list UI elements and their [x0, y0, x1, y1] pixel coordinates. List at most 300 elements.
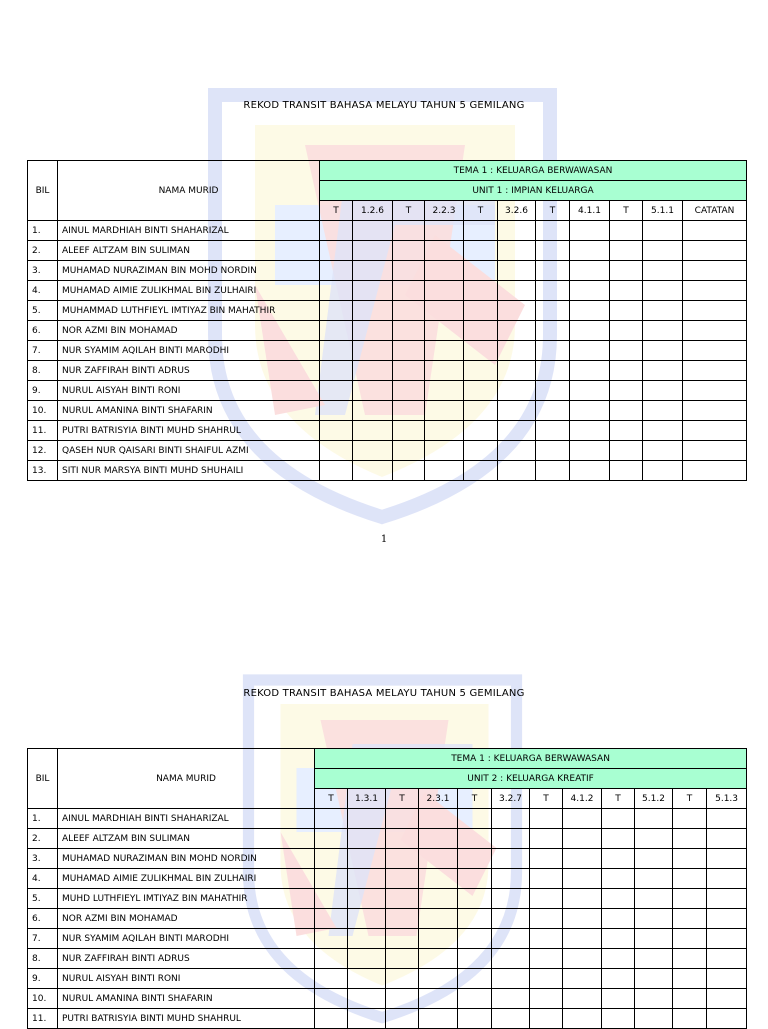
- row-mark-cell[interactable]: [315, 949, 348, 969]
- row-mark-cell[interactable]: [393, 421, 425, 441]
- row-mark-cell[interactable]: [530, 889, 563, 909]
- row-nama-murid: NURUL AISYAH BINTI RONI: [58, 969, 315, 989]
- row-mark-cell[interactable]: [602, 829, 635, 849]
- row-mark-cell[interactable]: [673, 809, 707, 829]
- row-mark-cell[interactable]: [425, 401, 464, 421]
- row-mark-cell[interactable]: [570, 401, 610, 421]
- row-mark-cell[interactable]: [563, 869, 602, 889]
- row-mark-cell[interactable]: [353, 441, 393, 461]
- row-mark-cell[interactable]: [393, 341, 425, 361]
- row-mark-cell[interactable]: [464, 321, 498, 341]
- row-mark-cell[interactable]: [498, 301, 536, 321]
- row-mark-cell[interactable]: [570, 321, 610, 341]
- header-tema: TEMA 1 : KELUARGA BERWAWASAN: [315, 749, 747, 769]
- row-mark-cell[interactable]: [393, 461, 425, 481]
- row-mark-cell[interactable]: [315, 989, 348, 1009]
- row-mark-cell[interactable]: [315, 849, 348, 869]
- row-mark-cell[interactable]: [707, 949, 747, 969]
- row-mark-cell[interactable]: [492, 829, 530, 849]
- row-mark-cell[interactable]: [602, 869, 635, 889]
- row-mark-cell[interactable]: [673, 889, 707, 909]
- row-mark-cell[interactable]: [643, 261, 683, 281]
- row-mark-cell[interactable]: [458, 909, 492, 929]
- row-mark-cell[interactable]: [635, 929, 673, 949]
- row-mark-cell[interactable]: [602, 989, 635, 1009]
- row-mark-cell[interactable]: [683, 401, 747, 421]
- row-mark-cell[interactable]: [393, 441, 425, 461]
- row-mark-cell[interactable]: [635, 829, 673, 849]
- row-mark-cell[interactable]: [492, 909, 530, 929]
- row-mark-cell[interactable]: [464, 301, 498, 321]
- row-mark-cell[interactable]: [492, 949, 530, 969]
- row-mark-cell[interactable]: [492, 989, 530, 1009]
- row-mark-cell[interactable]: [683, 321, 747, 341]
- row-mark-cell[interactable]: [464, 421, 498, 441]
- row-mark-cell[interactable]: [425, 341, 464, 361]
- row-mark-cell[interactable]: [464, 281, 498, 301]
- row-mark-cell[interactable]: [530, 969, 563, 989]
- row-mark-cell[interactable]: [536, 361, 570, 381]
- row-mark-cell[interactable]: [393, 241, 425, 261]
- row-mark-cell[interactable]: [315, 969, 348, 989]
- row-mark-cell[interactable]: [492, 809, 530, 829]
- row-mark-cell[interactable]: [353, 261, 393, 281]
- row-mark-cell[interactable]: [464, 461, 498, 481]
- row-mark-cell[interactable]: [464, 341, 498, 361]
- row-mark-cell[interactable]: [498, 401, 536, 421]
- row-mark-cell[interactable]: [458, 969, 492, 989]
- row-mark-cell[interactable]: [570, 341, 610, 361]
- table-row: [28, 909, 747, 929]
- row-mark-cell[interactable]: [419, 1009, 458, 1029]
- row-bil: 13.: [28, 461, 58, 481]
- row-mark-cell[interactable]: [386, 1009, 419, 1029]
- row-mark-cell[interactable]: [643, 421, 683, 441]
- row-mark-cell[interactable]: [536, 301, 570, 321]
- row-mark-cell[interactable]: [386, 829, 419, 849]
- row-mark-cell[interactable]: [643, 281, 683, 301]
- row-mark-cell[interactable]: [498, 261, 536, 281]
- table-row: [28, 401, 747, 421]
- row-mark-cell[interactable]: [464, 241, 498, 261]
- row-mark-cell[interactable]: [498, 381, 536, 401]
- row-mark-cell[interactable]: [393, 301, 425, 321]
- row-mark-cell[interactable]: [458, 889, 492, 909]
- row-mark-cell[interactable]: [320, 341, 353, 361]
- row-mark-cell[interactable]: [610, 321, 643, 341]
- row-mark-cell[interactable]: [419, 849, 458, 869]
- row-mark-cell[interactable]: [673, 989, 707, 1009]
- row-mark-cell[interactable]: [643, 381, 683, 401]
- row-mark-cell[interactable]: [610, 461, 643, 481]
- row-mark-cell[interactable]: [498, 421, 536, 441]
- row-mark-cell[interactable]: [425, 261, 464, 281]
- row-mark-cell[interactable]: [348, 989, 386, 1009]
- row-mark-cell[interactable]: [570, 281, 610, 301]
- row-mark-cell[interactable]: [610, 281, 643, 301]
- row-mark-cell[interactable]: [643, 301, 683, 321]
- row-mark-cell[interactable]: [536, 421, 570, 441]
- row-mark-cell[interactable]: [673, 1009, 707, 1029]
- row-mark-cell[interactable]: [419, 969, 458, 989]
- row-mark-cell[interactable]: [673, 869, 707, 889]
- row-mark-cell[interactable]: [320, 441, 353, 461]
- row-nama-murid: NUR SYAMIM AQILAH BINTI MARODHI: [58, 341, 320, 361]
- row-mark-cell[interactable]: [458, 849, 492, 869]
- row-mark-cell[interactable]: [464, 261, 498, 281]
- row-mark-cell[interactable]: [320, 261, 353, 281]
- row-mark-cell[interactable]: [530, 949, 563, 969]
- row-mark-cell[interactable]: [492, 889, 530, 909]
- row-mark-cell[interactable]: [610, 221, 643, 241]
- row-mark-cell[interactable]: [536, 321, 570, 341]
- row-mark-cell[interactable]: [425, 361, 464, 381]
- row-mark-cell[interactable]: [707, 869, 747, 889]
- row-mark-cell[interactable]: [683, 301, 747, 321]
- row-mark-cell[interactable]: [425, 301, 464, 321]
- row-mark-cell[interactable]: [610, 301, 643, 321]
- row-mark-cell[interactable]: [707, 809, 747, 829]
- row-mark-cell[interactable]: [683, 221, 747, 241]
- row-bil: 7.: [28, 929, 58, 949]
- row-mark-cell[interactable]: [492, 969, 530, 989]
- row-mark-cell[interactable]: [563, 1009, 602, 1029]
- row-mark-cell[interactable]: [315, 829, 348, 849]
- row-mark-cell[interactable]: [348, 809, 386, 829]
- row-mark-cell[interactable]: [498, 441, 536, 461]
- row-mark-cell[interactable]: [610, 401, 643, 421]
- row-bil: 3.: [28, 261, 58, 281]
- row-mark-cell[interactable]: [498, 361, 536, 381]
- row-mark-cell[interactable]: [315, 1009, 348, 1029]
- row-mark-cell[interactable]: [707, 1009, 747, 1029]
- row-mark-cell[interactable]: [643, 441, 683, 461]
- row-mark-cell[interactable]: [536, 341, 570, 361]
- row-mark-cell[interactable]: [570, 461, 610, 481]
- row-mark-cell[interactable]: [464, 441, 498, 461]
- row-mark-cell[interactable]: [536, 461, 570, 481]
- row-mark-cell[interactable]: [635, 1009, 673, 1029]
- row-mark-cell[interactable]: [570, 241, 610, 261]
- row-mark-cell[interactable]: [643, 221, 683, 241]
- row-mark-cell[interactable]: [635, 909, 673, 929]
- row-mark-cell[interactable]: [570, 301, 610, 321]
- table-row: [28, 281, 747, 301]
- row-mark-cell[interactable]: [425, 381, 464, 401]
- row-mark-cell[interactable]: [348, 849, 386, 869]
- row-mark-cell[interactable]: [320, 221, 353, 241]
- row-mark-cell[interactable]: [419, 829, 458, 849]
- row-mark-cell[interactable]: [393, 361, 425, 381]
- row-mark-cell[interactable]: [348, 949, 386, 969]
- row-mark-cell[interactable]: [419, 929, 458, 949]
- row-mark-cell[interactable]: [353, 301, 393, 321]
- row-mark-cell[interactable]: [610, 361, 643, 381]
- row-mark-cell[interactable]: [563, 809, 602, 829]
- row-mark-cell[interactable]: [464, 361, 498, 381]
- row-mark-cell[interactable]: [353, 361, 393, 381]
- row-mark-cell[interactable]: [673, 909, 707, 929]
- row-mark-cell[interactable]: [353, 401, 393, 421]
- row-bil: 7.: [28, 341, 58, 361]
- table-row: [28, 361, 747, 381]
- row-mark-cell[interactable]: [635, 849, 673, 869]
- row-mark-cell[interactable]: [570, 441, 610, 461]
- row-mark-cell[interactable]: [464, 221, 498, 241]
- row-mark-cell[interactable]: [348, 1009, 386, 1029]
- row-mark-cell[interactable]: [673, 929, 707, 949]
- row-mark-cell[interactable]: [570, 261, 610, 281]
- row-mark-cell[interactable]: [536, 261, 570, 281]
- row-mark-cell[interactable]: [498, 281, 536, 301]
- row-mark-cell[interactable]: [498, 341, 536, 361]
- row-mark-cell[interactable]: [673, 829, 707, 849]
- row-mark-cell[interactable]: [530, 829, 563, 849]
- row-mark-cell[interactable]: [353, 241, 393, 261]
- row-mark-cell[interactable]: [707, 989, 747, 1009]
- row-mark-cell[interactable]: [320, 461, 353, 481]
- row-mark-cell[interactable]: [348, 909, 386, 929]
- header-subcol: T: [315, 789, 348, 809]
- row-mark-cell[interactable]: [602, 909, 635, 929]
- row-mark-cell[interactable]: [458, 929, 492, 949]
- row-mark-cell[interactable]: [563, 989, 602, 1009]
- row-mark-cell[interactable]: [707, 929, 747, 949]
- row-mark-cell[interactable]: [673, 849, 707, 869]
- row-mark-cell[interactable]: [393, 221, 425, 241]
- row-mark-cell[interactable]: [348, 889, 386, 909]
- row-mark-cell[interactable]: [602, 809, 635, 829]
- row-mark-cell[interactable]: [353, 341, 393, 361]
- row-mark-cell[interactable]: [610, 441, 643, 461]
- table-row: [28, 301, 747, 321]
- row-mark-cell[interactable]: [635, 869, 673, 889]
- row-mark-cell[interactable]: [393, 281, 425, 301]
- row-bil: 5.: [28, 301, 58, 321]
- row-mark-cell[interactable]: [563, 929, 602, 949]
- row-mark-cell[interactable]: [419, 869, 458, 889]
- row-mark-cell[interactable]: [353, 461, 393, 481]
- row-mark-cell[interactable]: [683, 361, 747, 381]
- row-mark-cell[interactable]: [707, 909, 747, 929]
- row-mark-cell[interactable]: [707, 849, 747, 869]
- row-mark-cell[interactable]: [425, 421, 464, 441]
- row-mark-cell[interactable]: [353, 321, 393, 341]
- row-mark-cell[interactable]: [498, 241, 536, 261]
- row-mark-cell[interactable]: [315, 929, 348, 949]
- row-mark-cell[interactable]: [673, 949, 707, 969]
- row-mark-cell[interactable]: [563, 889, 602, 909]
- row-mark-cell[interactable]: [425, 281, 464, 301]
- row-mark-cell[interactable]: [425, 241, 464, 261]
- row-mark-cell[interactable]: [563, 829, 602, 849]
- row-mark-cell[interactable]: [683, 281, 747, 301]
- row-mark-cell[interactable]: [320, 241, 353, 261]
- row-nama-murid: MUHD LUTHFIEYL IMTIYAZ BIN MAHATHIR: [58, 889, 315, 909]
- row-mark-cell[interactable]: [536, 241, 570, 261]
- row-nama-murid: NURUL AMANINA BINTI SHAFARIN: [58, 401, 320, 421]
- row-mark-cell[interactable]: [419, 949, 458, 969]
- row-mark-cell[interactable]: [458, 829, 492, 849]
- row-mark-cell[interactable]: [536, 401, 570, 421]
- row-mark-cell[interactable]: [643, 401, 683, 421]
- header-nama-murid: NAMA MURID: [58, 161, 320, 221]
- row-mark-cell[interactable]: [348, 969, 386, 989]
- row-mark-cell[interactable]: [683, 441, 747, 461]
- header-subcol: T: [386, 789, 419, 809]
- row-mark-cell[interactable]: [386, 909, 419, 929]
- row-mark-cell[interactable]: [393, 261, 425, 281]
- row-mark-cell[interactable]: [602, 889, 635, 909]
- row-nama-murid: ALEEF ALTZAM BIN SULIMAN: [58, 241, 320, 261]
- row-mark-cell[interactable]: [320, 401, 353, 421]
- row-mark-cell[interactable]: [320, 321, 353, 341]
- row-mark-cell[interactable]: [492, 1009, 530, 1029]
- row-mark-cell[interactable]: [393, 381, 425, 401]
- row-mark-cell[interactable]: [643, 241, 683, 261]
- row-mark-cell[interactable]: [419, 989, 458, 1009]
- table-row: [28, 829, 747, 849]
- row-mark-cell[interactable]: [315, 909, 348, 929]
- row-mark-cell[interactable]: [643, 461, 683, 481]
- row-mark-cell[interactable]: [530, 989, 563, 1009]
- row-mark-cell[interactable]: [492, 869, 530, 889]
- row-mark-cell[interactable]: [458, 1009, 492, 1029]
- row-mark-cell[interactable]: [386, 869, 419, 889]
- row-mark-cell[interactable]: [610, 341, 643, 361]
- row-mark-cell[interactable]: [393, 401, 425, 421]
- row-mark-cell[interactable]: [320, 421, 353, 441]
- row-mark-cell[interactable]: [498, 221, 536, 241]
- row-mark-cell[interactable]: [386, 889, 419, 909]
- row-mark-cell[interactable]: [683, 381, 747, 401]
- row-mark-cell[interactable]: [707, 829, 747, 849]
- row-mark-cell[interactable]: [602, 969, 635, 989]
- row-mark-cell[interactable]: [610, 241, 643, 261]
- row-mark-cell[interactable]: [536, 221, 570, 241]
- row-mark-cell[interactable]: [425, 221, 464, 241]
- row-mark-cell[interactable]: [530, 849, 563, 869]
- row-mark-cell[interactable]: [602, 929, 635, 949]
- row-mark-cell[interactable]: [348, 829, 386, 849]
- row-mark-cell[interactable]: [673, 969, 707, 989]
- row-mark-cell[interactable]: [602, 849, 635, 869]
- row-mark-cell[interactable]: [570, 361, 610, 381]
- row-mark-cell[interactable]: [425, 321, 464, 341]
- row-mark-cell[interactable]: [683, 261, 747, 281]
- row-mark-cell[interactable]: [683, 461, 747, 481]
- row-mark-cell[interactable]: [570, 221, 610, 241]
- row-mark-cell[interactable]: [498, 321, 536, 341]
- row-mark-cell[interactable]: [570, 421, 610, 441]
- row-mark-cell[interactable]: [563, 849, 602, 869]
- row-mark-cell[interactable]: [536, 281, 570, 301]
- row-mark-cell[interactable]: [635, 889, 673, 909]
- row-mark-cell[interactable]: [458, 809, 492, 829]
- row-mark-cell[interactable]: [635, 949, 673, 969]
- row-mark-cell[interactable]: [320, 381, 353, 401]
- row-mark-cell[interactable]: [386, 929, 419, 949]
- row-mark-cell[interactable]: [530, 909, 563, 929]
- row-mark-cell[interactable]: [464, 381, 498, 401]
- row-mark-cell[interactable]: [348, 929, 386, 949]
- row-mark-cell[interactable]: [320, 361, 353, 381]
- row-mark-cell[interactable]: [315, 809, 348, 829]
- row-mark-cell[interactable]: [570, 381, 610, 401]
- row-mark-cell[interactable]: [353, 421, 393, 441]
- row-mark-cell[interactable]: [635, 969, 673, 989]
- row-mark-cell[interactable]: [425, 461, 464, 481]
- row-mark-cell[interactable]: [386, 949, 419, 969]
- row-mark-cell[interactable]: [386, 969, 419, 989]
- row-mark-cell[interactable]: [393, 321, 425, 341]
- header-subcol: T: [530, 789, 563, 809]
- row-mark-cell[interactable]: [386, 989, 419, 1009]
- table-row: [28, 241, 747, 261]
- row-mark-cell[interactable]: [492, 849, 530, 869]
- row-mark-cell[interactable]: [458, 949, 492, 969]
- row-mark-cell[interactable]: [353, 281, 393, 301]
- row-mark-cell[interactable]: [464, 401, 498, 421]
- table-row: [28, 969, 747, 989]
- row-mark-cell[interactable]: [320, 281, 353, 301]
- row-mark-cell[interactable]: [563, 969, 602, 989]
- row-mark-cell[interactable]: [610, 381, 643, 401]
- row-mark-cell[interactable]: [348, 869, 386, 889]
- row-mark-cell[interactable]: [458, 989, 492, 1009]
- row-mark-cell[interactable]: [530, 1009, 563, 1029]
- row-mark-cell[interactable]: [386, 849, 419, 869]
- row-mark-cell[interactable]: [419, 809, 458, 829]
- row-mark-cell[interactable]: [563, 949, 602, 969]
- row-mark-cell[interactable]: [425, 441, 464, 461]
- row-mark-cell[interactable]: [643, 361, 683, 381]
- row-mark-cell[interactable]: [683, 341, 747, 361]
- row-mark-cell[interactable]: [419, 889, 458, 909]
- row-mark-cell[interactable]: [498, 461, 536, 481]
- row-mark-cell[interactable]: [602, 949, 635, 969]
- row-mark-cell[interactable]: [386, 809, 419, 829]
- row-mark-cell[interactable]: [315, 869, 348, 889]
- row-mark-cell[interactable]: [610, 421, 643, 441]
- row-mark-cell[interactable]: [536, 441, 570, 461]
- table-row: [28, 869, 747, 889]
- row-mark-cell[interactable]: [563, 909, 602, 929]
- row-mark-cell[interactable]: [492, 929, 530, 949]
- row-mark-cell[interactable]: [419, 909, 458, 929]
- row-mark-cell[interactable]: [610, 261, 643, 281]
- row-mark-cell[interactable]: [530, 869, 563, 889]
- row-mark-cell[interactable]: [353, 221, 393, 241]
- row-mark-cell[interactable]: [683, 421, 747, 441]
- row-mark-cell[interactable]: [536, 381, 570, 401]
- table-row: [28, 929, 747, 949]
- row-mark-cell[interactable]: [320, 301, 353, 321]
- row-mark-cell[interactable]: [643, 321, 683, 341]
- row-mark-cell[interactable]: [458, 869, 492, 889]
- row-mark-cell[interactable]: [315, 889, 348, 909]
- row-mark-cell[interactable]: [683, 241, 747, 261]
- row-mark-cell[interactable]: [643, 341, 683, 361]
- row-mark-cell[interactable]: [635, 809, 673, 829]
- row-mark-cell[interactable]: [707, 969, 747, 989]
- row-mark-cell[interactable]: [707, 889, 747, 909]
- row-mark-cell[interactable]: [530, 929, 563, 949]
- row-mark-cell[interactable]: [530, 809, 563, 829]
- row-mark-cell[interactable]: [353, 381, 393, 401]
- row-mark-cell[interactable]: [635, 989, 673, 1009]
- row-mark-cell[interactable]: [602, 1009, 635, 1029]
